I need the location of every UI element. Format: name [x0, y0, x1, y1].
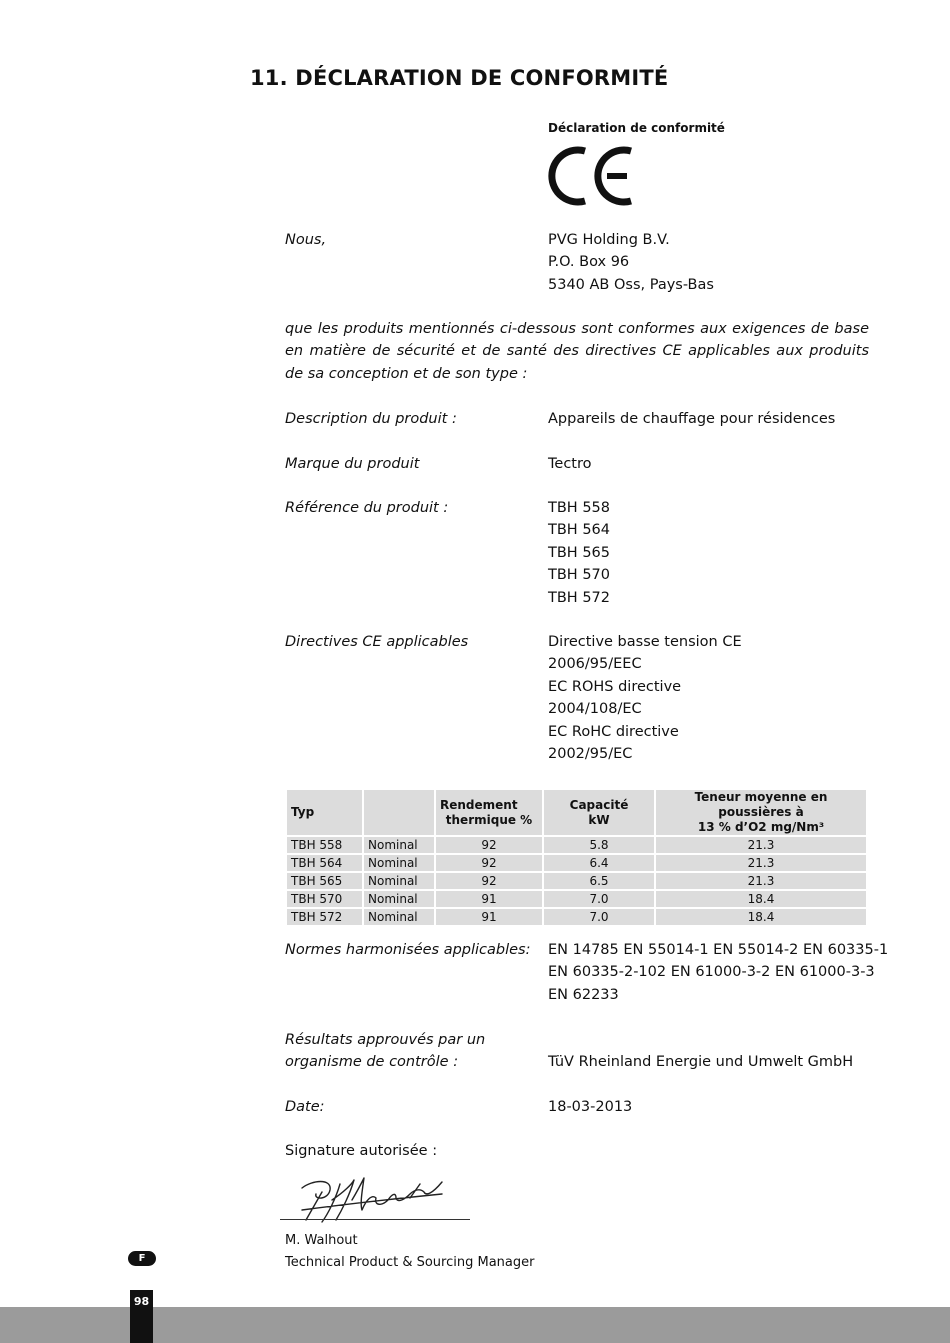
table-row — [287, 891, 866, 907]
cell-mode: Nominal — [364, 837, 434, 853]
cell-capacity: 5.8 — [544, 837, 654, 853]
header-line: Capacité — [569, 797, 629, 812]
standards-line: EN 14785 EN 55014-1 EN 55014-2 EN 60335-1 — [548, 942, 889, 958]
column-header-type: Typ — [287, 790, 362, 835]
directive-item: 2002/95/EC — [548, 746, 633, 763]
cell-mode: Nominal — [364, 909, 434, 925]
directive-item: EC ROHS directive — [548, 678, 682, 695]
signatory-role: Technical Product & Sourcing Manager — [285, 1255, 535, 1270]
directive-item: Directive basse tension CE — [548, 634, 742, 650]
we-label: Nous, — [285, 232, 327, 248]
cell-capacity: 7.0 — [544, 891, 654, 907]
column-header-dust — [656, 790, 866, 835]
cell-capacity: 6.4 — [544, 855, 654, 871]
cell-capacity: 7.0 — [544, 909, 654, 925]
header-line: thermique % — [445, 812, 533, 827]
description-label: Description du produit : — [285, 411, 457, 427]
approval-label-line: organisme de contrôle : — [285, 1054, 459, 1071]
header-line: 13 % d’O2 mg/Nm³ — [697, 820, 825, 834]
cell-efficiency: 91 — [436, 891, 542, 907]
cell-mode: Nominal — [364, 873, 434, 889]
cell-type: TBH 565 — [287, 873, 362, 889]
header-line: kW — [588, 812, 610, 827]
cell-dust: 21.3 — [656, 873, 866, 889]
cell-type: TBH 564 — [287, 855, 362, 871]
signature-label: Signature autorisée : — [285, 1143, 438, 1159]
cell-efficiency: 92 — [436, 837, 542, 853]
page-number: 98 — [130, 1290, 153, 1343]
cell-dust: 21.3 — [656, 837, 866, 853]
header-line: Teneur moyenne en poussières à — [694, 790, 828, 819]
cell-efficiency: 92 — [436, 855, 542, 871]
reference-list — [548, 497, 610, 609]
cell-dust: 18.4 — [656, 891, 866, 907]
signature-line — [280, 1219, 470, 1220]
description-value: Appareils de chauffage pour résidences — [548, 411, 836, 427]
cell-dust: 21.3 — [656, 855, 866, 871]
reference-item: TBH 558 — [548, 500, 610, 516]
standards-line: EN 62233 — [548, 986, 619, 1003]
manufacturer-address — [548, 229, 714, 296]
cell-capacity: 6.5 — [544, 873, 654, 889]
page-title: 11. DÉCLARATION DE CONFORMITÉ — [250, 66, 669, 90]
directives-list — [548, 631, 742, 765]
cell-type: TBH 558 — [287, 837, 362, 853]
reference-label: Référence du produit : — [285, 500, 449, 516]
reference-item: TBH 564 — [548, 522, 610, 539]
approval-value: TüV Rheinland Energie und Umwelt GmbH — [548, 1054, 854, 1070]
brand-value: Tectro — [548, 456, 592, 472]
date-label: Date: — [285, 1099, 325, 1115]
column-header-capacity — [544, 790, 654, 835]
address-line: P.O. Box 96 — [548, 254, 630, 271]
directives-label: Directives CE applicables — [285, 634, 469, 650]
language-badge: F — [128, 1251, 156, 1266]
table-row — [287, 855, 866, 871]
directive-item: 2004/108/EC — [548, 701, 642, 718]
directive-item: 2006/95/EEC — [548, 656, 642, 673]
declaration-intro: que les produits mentionnés ci-dessous sont conformes aux exigences de base en matière de sécurité et de santé des directives CE applicables aux produits de sa conception et de son type : — [285, 321, 869, 382]
address-line: PVG Holding B.V. — [548, 232, 670, 248]
reference-item: TBH 572 — [548, 589, 610, 606]
table-row — [287, 909, 866, 925]
ce-mark-logo — [545, 143, 637, 209]
address-line: 5340 AB Oss, Pays-Bas — [548, 276, 714, 293]
signatory-name: M. Walhout — [285, 1233, 358, 1248]
handwritten-signature — [292, 1170, 452, 1226]
cell-type: TBH 570 — [287, 891, 362, 907]
standards-line: EN 60335-2-102 EN 61000-3-2 EN 61000-3-3 — [548, 964, 875, 981]
ce-declaration-heading: Déclaration de conformité — [548, 121, 725, 135]
cell-dust: 18.4 — [656, 909, 866, 925]
column-header-mode — [364, 790, 434, 835]
cell-mode: Nominal — [364, 891, 434, 907]
standards-label: Normes harmonisées applicables: — [285, 942, 531, 958]
reference-item: TBH 570 — [548, 567, 610, 584]
cell-efficiency: 92 — [436, 873, 542, 889]
standards-list — [548, 939, 888, 1006]
cell-mode: Nominal — [364, 855, 434, 871]
approval-label-line: Résultats approuvés par un — [285, 1032, 486, 1048]
table-row — [287, 837, 866, 853]
approval-label — [285, 1029, 485, 1074]
date-value: 18-03-2013 — [548, 1099, 633, 1115]
column-header-efficiency — [436, 790, 542, 835]
specifications-table — [285, 788, 868, 927]
cell-efficiency: 91 — [436, 909, 542, 925]
table-row — [287, 873, 866, 889]
header-line: Rendement — [440, 797, 518, 812]
brand-label: Marque du produit — [285, 456, 420, 472]
directive-item: EC RoHC directive — [548, 723, 679, 740]
cell-type: TBH 572 — [287, 909, 362, 925]
reference-item: TBH 565 — [548, 544, 610, 561]
